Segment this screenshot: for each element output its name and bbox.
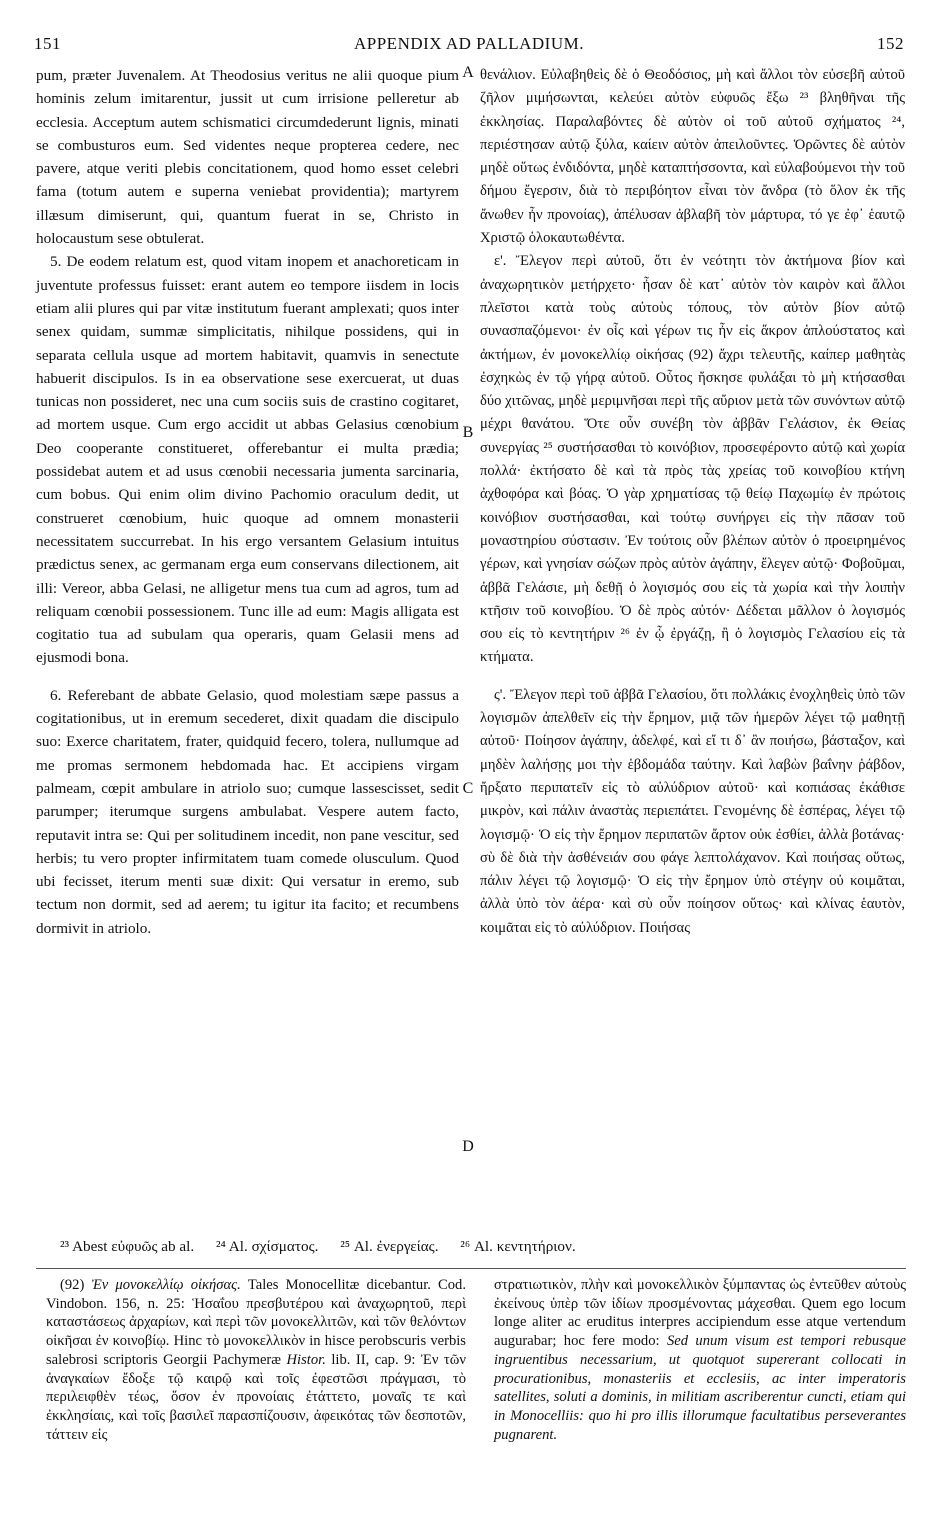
note-92-continuation-body: στρατιωτικὸν, πλὴν καὶ μονοκελλικὸν ξύμπαντας ὡς ἐντεῦθεν αὐτοὺς ἐκείνους ὑπὲρ τῶν ἰδίων προσμένοντας μάχεσθαι. Quem ego locum longe aliter ac eruditus interpres accipiendum esse atque vertendum augurabar; hoc fere modo: [494,1277,906,1350]
greek-section-5: ε'. Ἔλεγον περὶ αὐτοῦ, ὅτι ἐν νεότητι τὸν ἀκτήμονα βίον καὶ ἀναχωρητικὸν μετήρχετο· ἦσαν δὲ κατ᾽ αὐτὸν τὸν καιρὸν καὶ ἄλλοι πλεῖστοι κατὰ τοὺς αὐτοὺς τόπους, τὸν αὐτὸν βίον αὐτῷ συνασπαζόμενοι· ἐν οἷς καὶ γέρων τις ἦν εἰς ἄκρον ἁπλούστατος καὶ ἀκτήμων, ἐν μονοκελλίῳ οἰκήσας (92) ἄχρι τελευτῆς, καίπερ μαθητὰς ἐσχηκὼς ἐν τῷ γήρᾳ αὐτοῦ. Οὗτος ἤσκησε φυλάξαι τὸ μὴ κτήσασθαι δύο χιτῶνας, μηδὲ μεριμνῆσαι περὶ τῆς αὔριον μετὰ τῶν συνόντων αὐτῷ μέχρι θανάτου. Ὅτε οὖν συνέβη τὸν ἀββᾶν Γελάσιον, ἐκ Θείας συνεργίας ²⁵ συστήσασθαι τὸ κοινόβιον, προσεφέροντο αὐτῷ καὶ χωρία πολλά· ἐκτήσατο δὲ καὶ τὰ πρὸς τὰς χρείας τοῦ κοινοβίου κτήνη ἀχθοφόρα καὶ βόας. Ὁ γὰρ χρηματίσας τῷ θείῳ Παχωμίῳ ἐν πρώτοις κοινόβιον συστήσασθαι, καὶ τούτῳ συνήργει εἰς τὴν πᾶσαν τοῦ μοναστηρίου σύστασιν. Ἐν τούτοις οὖν βλέπων αὐτὸν ὁ προειρημένος γέρων, καὶ γνησίαν σώζων πρὸς αὐτὸν ἀγάπην, ἔλεγεν αὐτῷ· Φοβοῦμαι, ἀββᾶ Γελάσιε, μὴ δεθῇ ὁ λογισμός σου εἰς τὰ χωρία καὶ τὴν λοιπὴν κτῆσιν τοῦ κοινοβίου. Ὁ δὲ πρὸς αὐτόν· Δέδεται μᾶλλον ὁ λογισμός σου εἰς τὸ κεντητήριν ²⁶ ἐν ᾧ ἐργάζῃ, ἢ ὁ λογισμὸς Γελασίου εἰς τὰ κτήματα. [480,253,905,666]
note-92-lemma: Ἐν μονοκελλίῳ οἰκήσας. [91,1277,241,1293]
greek-paragraph-continuation: θενάλιον. Εὐλαβηθεὶς δὲ ὁ Θεοδόσιος, μὴ καὶ ἄλλοι τὸν εὐσεβῆ αὐτοῦ ζῆλον μιμήσωνται, κελεύει αὐτὸν εὐφυῶς ἔξω ²³ βληθῆναι τῆς ἐκκλησίας. Παραλαβόντες δὲ αὐτὸν οἱ τοῦ αὐτοῦ σχήματος ²⁴, περιέστησαν αὐτῷ ξύλα, καίειν αὐτὸν ἀπειλοῦντες. Ὁρῶντες δὲ αὐτὸν μηδὲ οὕτως ἐνδιδόντα, μηδὲ καταπτήσσοντα, καὶ εὐλαβούμενοι τὴν τοῦ δήμου ἔγερσιν, διὰ τὸ περιβόητον εἶναι τὸν ἄνδρα (τὸ ὅλον ἐκ τῆς ἄνωθεν ἦν προνοίας), ἀπέλυσαν ἀβλαβῆ τὸν μάρτυρα, τό γε ἐφ᾽ ἑαυτῷ Χριστῷ ὁλοκαυτωθέντα. [480,67,905,247]
note-92-number: (92) [60,1277,85,1293]
margin-marker-d: D [462,1138,474,1155]
page-number-left: 151 [34,34,61,53]
latin-paragraph-continuation: pum, præter Juvenalem. At Theodosius veritus ne alii quoque pium hominis zelum imitarentur, jussit ut cum irrisione pelleretur ab ecclesia. Acceptum autem schismatici circumdederunt lignis, minati se combusturos eum. Sed videntes neque propterea cedere, nec pavere, atque veriti plebis concitationem, quod homo esset celebri fama (totum autem e superna veniebat providentia); martyrem illæsum dimiserunt, qui, quantum fuerat in se, Christo in holocaustum sese obtulerat. [36,67,459,248]
note-92-left [46,1276,466,1444]
margin-marker-a: A [462,64,474,81]
section-gap [36,670,459,684]
note-92-tail: lib. II, cap. 9: Ἐν τῶν ἀναγκαίων ἔδοξε τῷ καιρῷ καὶ τοῖς ἐφεστῶσι πράγμασι, τὸ περιλειφθὲν τέως, ὅσον ἐν προνοίαις ἐτάττετο, μοναῖς τε καὶ ἐκκλησίαις, καὶ τοῖς βασιλεῖ παρασπίζουσιν, ἀφεικότας τῶν δεσποτῶν, τάττειν εἰς [46,1351,466,1443]
margin-marker-c: C [462,780,474,797]
latin-section-5: 5. De eodem relatum est, quod vitam inopem et anachoreticam in juventute professus fuisset: erant autem eo tempore iisdem in locis etiam alii plures qui par vitæ institutum fuerant amplexati; quos inter senex quidam, summæ simplicitatis, nihilque possidens, qui in separata cellula usque ad mortem habitavit, quamvis in senectute habuerit discipulos. Is in ea observatione sese exercuerat, ut duas tunicas non possideret, nec una cum sociis suis de crastino cogitaret, ad mortem usque. Cum ergo accidit ut abbas Gelasius cœnobium Deo cooperante constitueret, offerebantur ei multa prædia; possidebat autem et ad usus cœnobii necessaria jumenta sarcinaria, cum bobus. Qui enim olim divino Pachomio oraculum dedit, ut construeret cœnobium, huic quoque ad omnem monasterii necessitatem succurrebat. In his ergo versantem Gelasium intuitus prædictus senex, ac germanam erga eum conservans dilectionem, ait illi: Vereor, abba Gelasi, ne alligetur mens tua cum ad agros, tum ad reliquam cœnobii possessionem. Tunc ille ad eum: Magis alligata est cogitatio tua ad subulam qua operaris, quam Gelasii mens ad ejusmodi bona. [36,253,459,667]
greek-column [480,64,905,940]
note-92-right [494,1276,906,1444]
note-92-work-title: Histor. [286,1351,326,1368]
page-number-right: 152 [877,34,904,53]
latin-section-6: 6. Referebant de abbate Gelasio, quod molestiam sæpe passus a cogitationibus, ut in eremum secederet, dixit quadam die discipulo suo: Exerce charitatem, frater, quidquid fecero, tolera, nullumque ad me promas sermonem hebdomada hac. Et accipiens virgam palmeam, cœpit ambulare in atriolo suo; cumque lassescisset, sedit parumper; iterumque surgens ambulabat. Vespere autem facto, reputavit intra se: Qui per solitudinem incedit, non pane vescitur, sed herbis; tu vero propter infirmitatem tuam comede olusculum. Quod ubi fecisset, iterum menti suæ dixit: Qui versatur in eremo, sub tectum non dormit, sed ad aerem; tu igitur ita facito; et recumbens dormivit in atriolo. [36,686,459,937]
note-92-body: Tales Monocellitæ dicebantur. Cod. Vindobon. 156, n. 25: Ἡσαΐου πρεσβυτέρου καὶ ἀναχωρητοῦ, περὶ καταστάσεως ἀρχαρίων, καὶ περὶ τῶν μονοκελλιτῶν, καὶ τῶν θελόντων οἰκῆσαι ἐν κοινοβίῳ. Hinc τὸ μονοκελλικὸν in hisce perobscuris verbis salebrosi scriptoris Georgii Pachymeræ [46,1277,467,1368]
note-92-translation: Sed unum visum est tempori rebusque ingruentibus necessarium, ut quotquot supererant collocati in procurationibus, monasteriis et ecclesiis, ac inter imperatoris satellites, soluti a dominis, in militiam ascriberentur cuncti, etiam qui in Monocelliis: quo hi pro illis illorumque facultatibus perseverantes pugnarent. [494,1333,906,1443]
running-title: APPENDIX AD PALLADIUM. [354,34,584,53]
greek-section-6: ς'. Ἔλεγον περὶ τοῦ ἀββᾶ Γελασίου, ὅτι πολλάκις ἐνοχληθεὶς ὑπὸ τῶν λογισμῶν ἀπελθεῖν εἰς τὴν ἔρημον, μιᾷ τῶν ἡμερῶν λέγει τῷ μαθητῇ αὐτοῦ· Ποίησον ἀγάπην, ἀδελφέ, καὶ εἴ τι δ᾽ ἂν ποιήσω, βάσταξον, καὶ μηδὲν λαλήσῃς μοι τὴν ἑβδομάδα ταύτην. Καὶ λαβὼν βαΐνην ῥάβδον, ἤρξατο περιπατεῖν εἰς τὸ αὐλύδριον αὐτοῦ· καὶ κοπιάσας ἐκάθισε μικρὸν, καὶ πάλιν ἀναστὰς περιεπάτει. Γενομένης δὲ ἑσπέρας, λέγει τῷ λογισμῷ· Ὁ εἰς τὴν ἔρημον περιπατῶν ἄρτον οὐκ ἐσθίει, ἀλλὰ βοτάνας· σὺ δὲ διὰ τὴν ἀσθένειάν σου φάγε λεπτολάχανον. Καὶ ποιήσας οὕτως, πάλιν λέγει τῷ λογισμῷ· Ὁ εἰς τὴν ἔρημον ὑπὸ στέγην οὐ κοιμᾶται, ἀλλὰ ὑπὸ τὸν ἀέρα· καὶ σὺ οὖν ποίησον οὕτως· καὶ κλίνας ἑαυτὸν, κοιμᾶται εἰς τὸ αὐλύδριον. Ποιήσας [480,686,905,936]
latin-column [36,64,459,940]
footnote-26: ²⁶ Al. κεντητήριον. [460,1238,576,1255]
section-gap [480,670,905,684]
footnote-23: ²³ Abest εὐφυῶς ab al. [60,1238,195,1255]
running-header [34,34,904,60]
footnote-25: ²⁵ Al. ἐνεργείας. [340,1238,439,1255]
footnote-24: ²⁴ Al. σχίσματος. [215,1238,319,1255]
notes-divider [36,1268,906,1269]
variant-footnotes [60,1238,910,1256]
note-92-text [46,1276,466,1444]
margin-marker-b: B [462,424,474,441]
note-92-continuation [494,1276,906,1444]
